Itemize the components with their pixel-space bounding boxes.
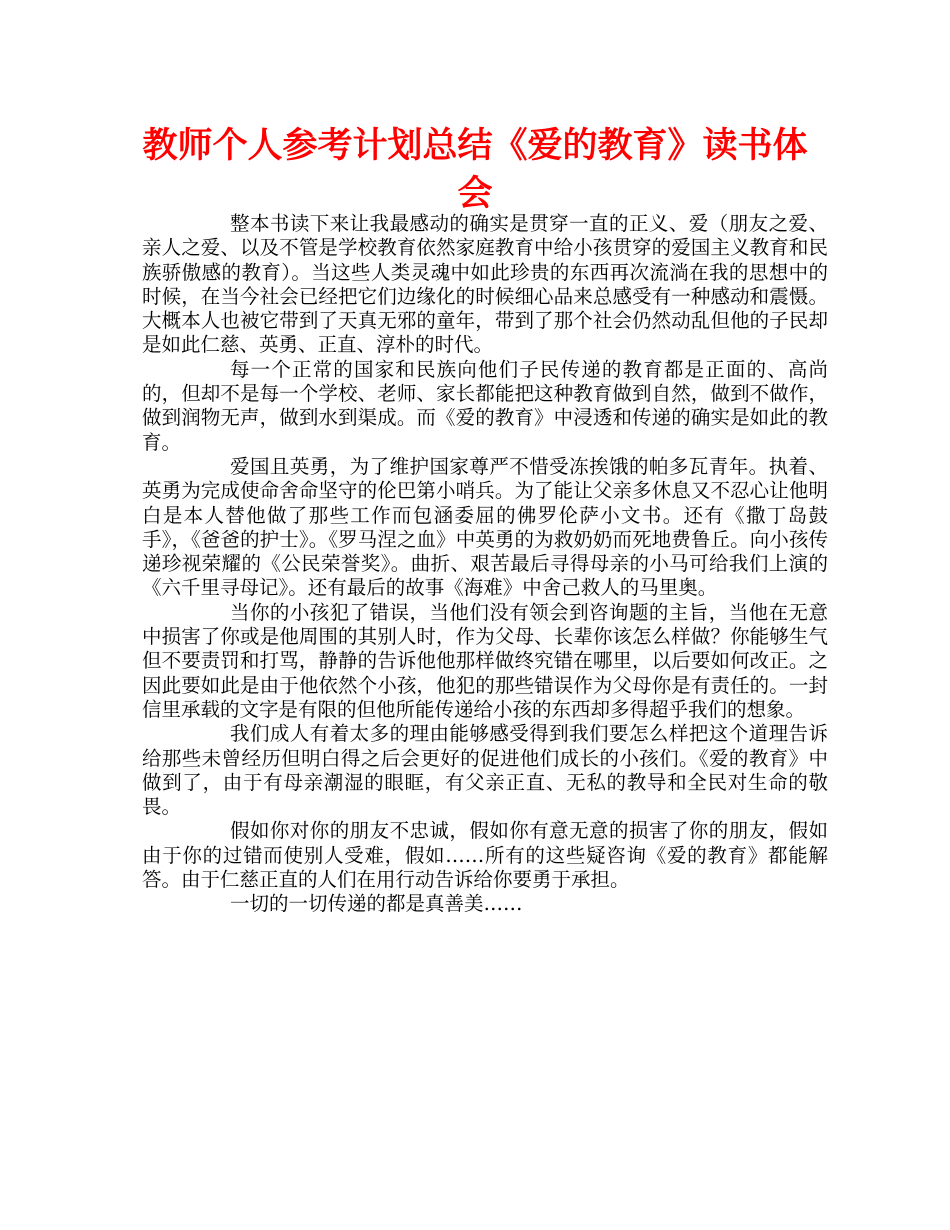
paragraph: 爱国且英勇，为了维护国家尊严不惜受冻挨饿的帕多瓦青年。执着、英勇为完成使命舍命坚守的伦巴第小哨兵。为了能让父亲多休息又不忍心让他明白是本人替他做了那些工作而包涵委屈的佛罗伦萨小文书。还有《撒丁岛鼓手》，《爸爸的护士》。《罗马涅之血》中英勇的为救奶奶而死地费鲁丘。向小孩传递珍视荣耀的《公民荣誉奖》。曲折、艰苦最后寻得母亲的小马可给我们上演的《六千里寻母记》。还有最后的故事《海难》中舍己救人的马里奥。 — [142, 454, 828, 600]
paragraph: 我们成人有着太多的理由能够感受得到我们要怎么样把这个道理告诉给那些未曾经历但明白得之后会更好的促进他们成长的小孩们。《爱的教育》中做到了，由于有母亲潮湿的眼眶，有父亲正直、无私的教导和全民对生命的敬畏。 — [142, 722, 828, 819]
paragraph: 一切的一切传递的都是真善美…… — [230, 892, 523, 916]
paragraph: 每一个正常的国家和民族向他们子民传递的教育都是正面的、高尚的，但却不是每一个学校、老师、家长都能把这种教育做到自然，做到不做作，做到润物无声，做到水到渠成。而《爱的教育》中浸透和传递的确实是如此的教育。 — [142, 357, 828, 454]
paragraph: 整本书读下来让我最感动的确实是贯穿一直的正义、爱（朋友之爱、亲人之爱、以及不管是学校教育依然家庭教育中给小孩贯穿的爱国主义教育和民族骄傲感的教育）。当这些人类灵魂中如此珍贵的东西再次流淌在我的思想中的时候，在当今社会已经把它们边缘化的时候细心品来总感受有一种感动和震慑。大概本人也被它带到了天真无邪的童年，带到了那个社会仍然动乱但他的子民却是如此仁慈、英勇、正直、淳朴的时代。 — [142, 212, 828, 357]
paragraph: 当你的小孩犯了错误，当他们没有领会到咨询题的主旨，当他在无意中损害了你或是他周围的其别人时，作为父母、长辈你该怎么样做？你能够生气但不要责罚和打骂，静静的告诉他他那样做终究错在哪里，以后要如何改正。之因此要如此是由于他依然个小孩，他犯的那些错误作为父母你是有责任的。一封信里承载的文字是有限的但他所能传递给小孩的东西却多得超乎我们的想象。 — [142, 600, 828, 721]
document-body — [142, 212, 828, 917]
document-title: 教师个人参考计划总结《爱的教育》读书体会 — [142, 126, 808, 214]
paragraph: 假如你对你的朋友不忠诚，假如你有意无意的损害了你的朋友，假如由于你的过错而使别人受难，假如……所有的这些疑咨询《爱的教育》都能解答。由于仁慈正直的人们在用行动告诉给你要勇于承担。 — [142, 819, 828, 892]
